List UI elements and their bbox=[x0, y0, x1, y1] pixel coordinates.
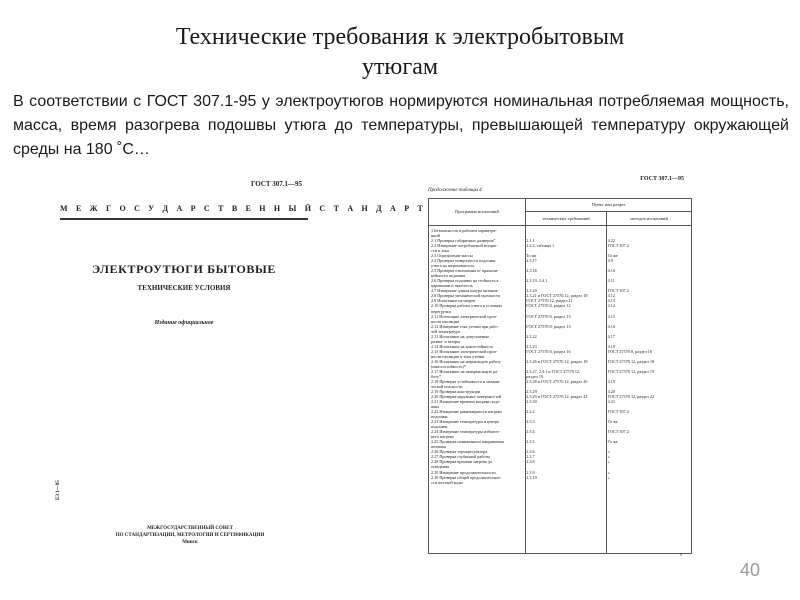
table-cell-test: 2.24 Измерение температуры избыточ- ного нагрева bbox=[431, 429, 501, 440]
table-cell-method: То же bbox=[607, 419, 618, 425]
table-cell-test: 2.28 Проверка времени нагрева до отведения bbox=[431, 459, 493, 470]
header-methods: методов испытаний bbox=[630, 215, 668, 221]
table-row bbox=[429, 268, 691, 278]
table-row bbox=[429, 439, 691, 449]
table-cell-method: ГОСТ 27570.0, раздел 16 bbox=[607, 348, 652, 354]
table-cell-req: 2.3.28 и ГОСТ 27570.12, раздел 20 bbox=[526, 378, 588, 384]
slide-title-line1: Технические требования к электробытовым bbox=[175, 24, 625, 50]
table-cell-test: 2.1 Проверка габаритных размеров* bbox=[431, 238, 496, 244]
table-cell-method: 4.18 bbox=[607, 343, 615, 349]
table-continuation-label: Продолжение таблицы 4 bbox=[428, 188, 482, 193]
table-row bbox=[429, 243, 691, 253]
table-row bbox=[429, 349, 691, 359]
table-cell-req: 2.3.19, 2.4.1 bbox=[526, 278, 548, 284]
table-body bbox=[429, 228, 691, 550]
table-cell-req: ГОСТ 27570.0, раздел 16 bbox=[526, 348, 571, 354]
table-row bbox=[429, 419, 691, 429]
table-cell-req: 2.3.30 bbox=[526, 399, 537, 405]
table-cell-test: 1 Безопасность в рабочем характере- иной bbox=[431, 228, 497, 239]
table-cell-req: ГОСТ 27570.12, раздел 11 bbox=[526, 298, 573, 304]
table-cell-req bbox=[524, 228, 605, 238]
cover-subtitle: ТЕХНИЧЕСКИЕ УСЛОВИЯ bbox=[137, 284, 231, 292]
table-cell-req: 2.3.21 и ГОСТ 27570.12, раздел 18 bbox=[526, 293, 588, 299]
table-cell-test: 2.9 Испытание на нагрев bbox=[431, 298, 476, 304]
table-cell-test: 2.12 Измерение тока утечки при рабо- чей температуре bbox=[431, 323, 499, 334]
table-row bbox=[429, 334, 691, 344]
cover-edition: Издание официальное bbox=[154, 320, 214, 326]
table-cell-method: » bbox=[607, 454, 610, 460]
table-cell-method: » bbox=[607, 459, 610, 465]
table-cell-method: 4.17 bbox=[607, 333, 615, 339]
table-cell-req: 2.1.1 bbox=[526, 238, 535, 244]
table-cell-req: 2.2.2 bbox=[526, 409, 535, 415]
table-row bbox=[429, 303, 691, 313]
table-row bbox=[429, 399, 691, 409]
table-cell-method: ГОСТ 307.2 bbox=[607, 429, 629, 435]
table-cell-req: 2.3.3 bbox=[526, 419, 535, 425]
gost-table-page bbox=[418, 172, 696, 560]
gost-cover-page bbox=[50, 170, 427, 550]
header-requirements: технических требований bbox=[526, 212, 607, 225]
cover-divider bbox=[60, 218, 308, 220]
table-cell-req: То же bbox=[526, 253, 537, 259]
table-row bbox=[429, 228, 691, 238]
header-test-program: Программа испытаний bbox=[429, 199, 526, 225]
table-cell-method: » bbox=[607, 449, 610, 455]
cover-interstate-standard: М Е Ж Г О С У Д А Р С Т В Е Н Н Ы Й С Т А Н Д А Р Т bbox=[60, 204, 427, 213]
table-row bbox=[429, 369, 691, 379]
table-cell-test: 2.6 Проверка подошвы на стойкость к царапинам и тяжёлость bbox=[431, 278, 499, 289]
table-row bbox=[429, 258, 691, 268]
table-cell-test: 2.21 Измерение времени нагрева подо- швы bbox=[431, 399, 501, 410]
table-cell-method: 4.22 bbox=[607, 238, 615, 244]
table-cell-req: 2.3.26 и ГОСТ 27570.12, раздел 18 bbox=[526, 358, 588, 364]
table-cell-test: 2.11 Испытание электрической проч- ности изоляции bbox=[431, 313, 498, 324]
table-cell-test: 2.13 Испытание на допускаемые размы- и зазоры bbox=[431, 333, 490, 344]
table-cell-test: 2.18 Проверка устойчивости и механи- ческой опасности bbox=[431, 378, 501, 389]
table-cell-test: 2.27 Проверка глубинной работы bbox=[431, 454, 491, 460]
table-cell-req: 2.3.4 bbox=[526, 429, 535, 435]
table-cell-method: 4.16 bbox=[607, 323, 615, 329]
cover-vertical-code: ЕЗ 1—95 bbox=[56, 480, 61, 500]
table-cell-test: 2.2 Измерение потребляемой мощно- сти и тока bbox=[431, 243, 498, 254]
table-cell-test: 2.26 Проверка терморегулятора bbox=[431, 449, 488, 455]
table-cell-method: 4.15 bbox=[607, 313, 615, 319]
table-cell-req: 2.3.6 bbox=[526, 449, 535, 455]
header-divider bbox=[429, 225, 691, 226]
table-cell-method: » bbox=[607, 474, 610, 480]
table-cell-test: 2.15 Испытание электрической проч- ности изоляции и тока утечки bbox=[431, 348, 498, 359]
table-cell-test: 2.8 Проверка механической прочности bbox=[431, 293, 501, 299]
table-row bbox=[429, 359, 691, 369]
table-cell-method: ГОСТ 307.2 bbox=[607, 288, 629, 294]
table-row bbox=[429, 459, 691, 469]
table-cell-test: 2.23 Измерение температуры в центре подошвы bbox=[431, 419, 500, 430]
table-cell-method: То же bbox=[607, 253, 618, 259]
table-cell-req: 2.3.20 bbox=[526, 288, 537, 294]
table-cell-method: ГОСТ 27570.12, раздел 22 bbox=[607, 394, 655, 400]
table-cell-test: 2.7 Измерение длины шнура питания bbox=[431, 288, 498, 294]
table-cell-test: 2.10 Проверка работы утюга в условиях перегрузки bbox=[431, 303, 503, 314]
table-cell-test: 2.3 Определение массы bbox=[431, 253, 473, 259]
table-cell-method: ГОСТ 307.2 bbox=[607, 409, 629, 415]
table-cell-req: 2.2.2, таблица 1 bbox=[526, 243, 555, 249]
table-cell-method: 4.21 bbox=[607, 399, 615, 405]
table-cell-method: ГОСТ 27570.12, раздел 18 bbox=[607, 358, 655, 364]
table-cell-test: 2.16 Испытание на нормальную работу (износостойкость)* bbox=[431, 358, 501, 369]
table-cell-req: 2.3.27, 2.4.1 и ГОСТ 27570.12, раздел 19 bbox=[526, 368, 581, 379]
table-row bbox=[429, 314, 691, 324]
table-page-number: 9 bbox=[680, 552, 682, 558]
table-cell-req: 2.3.29 bbox=[526, 389, 537, 394]
table-cell-test: 2.20 Проверка наружных поверхностей bbox=[431, 394, 502, 400]
table-standard-code: ГОСТ 307.1—95 bbox=[640, 176, 684, 182]
table-cell-req: ГОСТ 27570.0, раздел 12 bbox=[526, 303, 571, 309]
table-row bbox=[429, 278, 691, 288]
slide-title bbox=[0, 22, 800, 82]
table-cell-method: 4.11 bbox=[607, 278, 615, 284]
cover-title: ЭЛЕКТРОУТЮГИ БЫТОВЫЕ bbox=[92, 262, 276, 276]
table-cell-method: 4.20 bbox=[607, 389, 615, 394]
table-cell-req: 2.3.10 bbox=[526, 474, 537, 480]
cover-council: МЕЖГОСУДАРСТВЕННЫЙ СОВЕТ ПО СТАНДАРТИЗАЦИИ, МЕТРОЛОГИИ И СЕРТИФИКАЦИИ Минск bbox=[115, 526, 265, 545]
table-cell-req: ГОСТ 27570.0, раздел 13 bbox=[526, 323, 571, 329]
slide-number: 40 bbox=[739, 560, 760, 580]
table-row bbox=[429, 324, 691, 334]
table-cell-test: 2.17 Испытание на ненормальную ра- боту* bbox=[431, 368, 499, 379]
table-row bbox=[429, 475, 691, 485]
table-cell-req: ГОСТ 27570.0, раздел 13 bbox=[526, 313, 571, 319]
table-cell-req: 2.3.22 bbox=[526, 333, 537, 339]
table-cell-req: 2.3.9 bbox=[526, 469, 535, 475]
table-cell-test: 2.4 Проверка поверхности подошвы утюга на шероховатость bbox=[431, 258, 496, 269]
table-cell-test: 2.30 Проверка общей продолжительно- сти жесткой воды bbox=[431, 474, 502, 485]
table-cell-req: 2.3.7 bbox=[526, 454, 535, 460]
table-row bbox=[429, 379, 691, 389]
table-cell-req: 2.3.5 bbox=[526, 439, 535, 445]
table-cell-req: 2.3.23 bbox=[526, 343, 537, 349]
test-program-table bbox=[428, 198, 692, 554]
table-cell-method: 4.12 bbox=[607, 293, 615, 299]
table-cell-req: 2.3.8 bbox=[526, 459, 535, 465]
table-cell-req: 2.3.29 и ГОСТ 27570.12, раздел 22 bbox=[526, 394, 588, 400]
slide-title-line2: утюгам bbox=[361, 54, 439, 80]
table-cell-test: 2.29 Измерение продолжительности bbox=[431, 469, 496, 475]
table-cell-req: 2.3.16 bbox=[526, 268, 537, 274]
table-cell-test: 2.22 Измерение равномерности нагрева подошвы bbox=[431, 409, 502, 420]
table-cell-method: 4.9 bbox=[607, 258, 613, 264]
table-cell-req: 2.3.17 bbox=[526, 258, 537, 264]
cover-standard-code: ГОСТ 307.1—95 bbox=[250, 180, 302, 188]
table-row bbox=[429, 429, 691, 439]
table-cell-test: 2.19 Проверка конструкции bbox=[431, 389, 481, 394]
table-cell-test: 2.25 Проверка пониженного напряжения питания bbox=[431, 439, 504, 450]
table-cell-method: ГОСТ 307.2 bbox=[607, 243, 629, 249]
table-cell-method: 4.14 bbox=[607, 303, 615, 309]
table-cell-test: 2.5 Проверка отклонения от прямоли- нейности подошвы bbox=[431, 268, 499, 279]
table-cell-method: То же bbox=[607, 439, 618, 445]
table-row bbox=[429, 409, 691, 419]
table-cell-test: 2.14 Испытание на влагостойкость bbox=[431, 343, 493, 349]
intro-paragraph: В соответствии с ГОСТ 307.1-95 у электроутюгов нормируются номинальная потребляемая мощность, масса, время разогрева подошвы утюга до температуры, превышающей температуру окружающей среды на 180 ˚С… bbox=[13, 93, 789, 158]
table-cell-method: 4.16 bbox=[607, 268, 615, 274]
table-cell-method: 4.13 bbox=[607, 298, 615, 304]
table-cell-method bbox=[606, 228, 691, 238]
header-clause-group: Пункт или раздел bbox=[526, 199, 691, 212]
table-cell-method: 4.19 bbox=[607, 378, 615, 384]
table-cell-method: » bbox=[607, 469, 610, 475]
table-cell-method: ГОСТ 27570.12, раздел 19 bbox=[607, 368, 655, 374]
